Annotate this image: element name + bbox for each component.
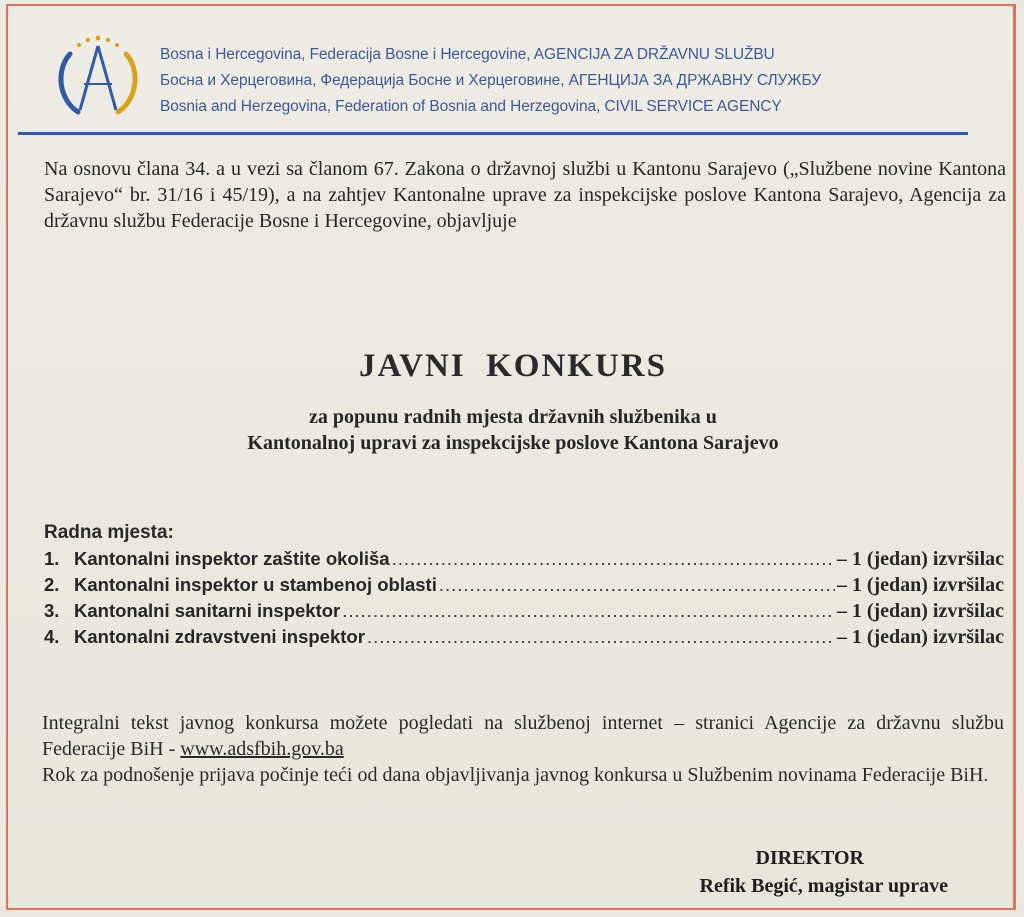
agency-header xyxy=(48,24,1008,144)
leader-dots xyxy=(392,546,835,572)
item-count: – 1 (jedan) izvršilac xyxy=(836,600,1004,622)
item-name: Kantonalni zdravstveni inspektor xyxy=(74,626,365,647)
header-line-serbian: Босна и Херцеговина, Федерација Босне и Херцеговине, АГЕНЦИЈА ЗА ДРЖАВНУ СЛУЖБУ xyxy=(160,72,821,89)
item-number: 1. xyxy=(44,548,60,569)
header-line-english: Bosnia and Herzegovina, Federation of Bosnia and Herzegovina, CIVIL SERVICE AGENCY xyxy=(160,98,782,115)
footer-text-1: Integralni tekst javnog konkursa možete pogledati na službenoj internet – stranici Agencije za državnu službu Federacije BiH - xyxy=(42,712,1004,760)
footer-paragraph-1 xyxy=(42,710,1004,762)
agency-website-link[interactable]: www.adsfbih.gov.ba xyxy=(180,738,344,760)
item-name: Kantonalni inspektor zaštite okoliša xyxy=(74,548,390,569)
item-count: – 1 (jedan) izvršilac xyxy=(836,548,1004,570)
signature-name: Refik Begić, magistar uprave xyxy=(699,875,948,897)
footer-paragraph-2: Rok za podnošenje prijava počinje teći od dana objavljivanja javnog konkursa u Službenim novinama Federacije BiH. xyxy=(42,764,989,786)
agency-logo-icon xyxy=(48,24,148,124)
item-number: 3. xyxy=(44,600,60,621)
list-item xyxy=(44,572,1004,598)
notice-subtitle xyxy=(8,404,1018,456)
footer-text xyxy=(42,710,1004,788)
item-name: Kantonalni sanitarni inspektor xyxy=(74,600,341,621)
leader-dots xyxy=(367,624,835,650)
item-name: Kantonalni inspektor u stambenoj oblasti xyxy=(74,574,437,595)
positions-heading: Radna mjesta: xyxy=(44,522,174,543)
item-count: – 1 (jedan) izvršilac xyxy=(836,574,1004,596)
intro-paragraph: Na osnovu člana 34. a u vezi sa članom 67. Zakona o državnoj službi u Kantonu Sarajevo („Službene novine Kantona Sarajevo“ br. 31/16 i 45/19), a na zahtjev Kantonalne uprave za inspekcijske poslove Kantona Sarajevo, Agencija za državnu službu Federacije Bosne i Hercegovine, objavljuje xyxy=(44,158,1006,232)
leader-dots xyxy=(342,598,835,624)
item-number: 4. xyxy=(44,626,60,647)
item-number: 2. xyxy=(44,574,60,595)
subtitle-line-1: za popunu radnih mjesta državnih službenika u xyxy=(309,406,717,428)
list-item xyxy=(44,624,1004,650)
signature-block xyxy=(608,844,948,900)
notice-page xyxy=(6,4,1016,910)
header-line-bosnian: Bosna i Hercegovina, Federacija Bosne i Hercegovine, AGENCIJA ZA DRŽAVNU SLUŽBU xyxy=(160,46,775,63)
item-count: – 1 (jedan) izvršilac xyxy=(836,626,1004,648)
positions-list xyxy=(44,520,1004,650)
list-item xyxy=(44,598,1004,624)
list-item xyxy=(44,546,1004,572)
signature-title: DIREKTOR xyxy=(755,847,864,869)
leader-dots xyxy=(439,572,835,598)
notice-title: JAVNI KONKURS xyxy=(359,348,667,384)
subtitle-line-2: Kantonalnoj upravi za inspekcijske poslove Kantona Sarajevo xyxy=(247,432,779,454)
header-divider xyxy=(18,132,968,135)
